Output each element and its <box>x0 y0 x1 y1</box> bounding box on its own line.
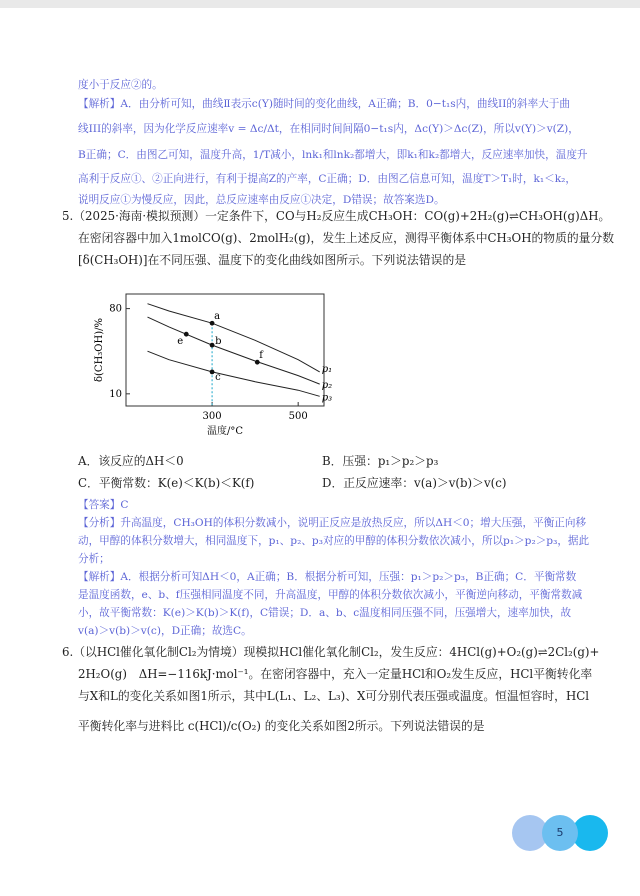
x-tick-label: 300 <box>202 411 222 422</box>
prev-cont: 度小于反应②的。 <box>78 79 163 91</box>
series-label: p₁ <box>321 363 333 375</box>
y-tick-label: 80 <box>109 303 122 315</box>
q5-analysis-line: 【解析】A．根据分析可知ΔH＜0，A正确；B．根据分析可知，压强：p₁＞p₂＞p₃，B正确；C．平衡常数 <box>78 571 577 583</box>
top-edge <box>0 0 640 8</box>
page-number-badge <box>512 815 608 851</box>
q5-stem-line: 5.（2025·海南·模拟预测）一定条件下，CO与H₂反应生成CH₃OH：CO(g)+2H₂(g)⇌CH₃OH(g)ΔH。 <box>62 209 611 223</box>
q5-option-b[interactable]: B．压强：p₁＞p₂＞p₃ <box>322 454 439 468</box>
series-line <box>148 304 320 372</box>
prev-analysis-line: 说明反应①为慢反应，因此，总反应速率由反应①决定，D错误；故答案选D。 <box>78 194 445 206</box>
q6-stem-line: 与X和L的变化关系如图1所示，其中L(L₁、L₂、L₃)、X可分别代表压强或温度。恒温恒容时，HCl <box>78 689 590 703</box>
x-tick-label: 500 <box>288 411 308 422</box>
q5-analysis-line: v(a)＞v(b)＞v(c)，D正确；故选C。 <box>78 625 252 637</box>
series-label: p₂ <box>321 380 333 392</box>
point-label: e <box>177 336 184 348</box>
y-axis-label: δ(CH₃OH)/% <box>94 318 105 382</box>
prev-analysis-line: B正确；C．由图乙可知，温度升高，1/T减小，lnk₁和lnk₂都增大，即k₁和k₂都增大，反应速率加快，温度升 <box>78 149 588 161</box>
prev-analysis-line: 高利于反应①、②正向进行，有利于提高Z的产率，C正确；D．由图乙信息可知，温度T＞T₁时，k₁＜k₂， <box>78 173 577 185</box>
q5-answer: 【答案】C <box>78 499 129 511</box>
prev-analysis-line: 【解析】A．由分析可知，曲线Ⅱ表示c(Y)随时间的变化曲线，A正确；B．0−t₁s内，曲线II的斜率大于曲 <box>78 98 570 110</box>
point-label: a <box>214 311 221 323</box>
q5-stem-line: [δ(CH₃OH)]在不同压强、温度下的变化曲线如图所示。下列说法错误的是 <box>78 253 467 267</box>
series-label: p₃ <box>321 392 333 404</box>
point-label: c <box>215 371 221 383</box>
q6-stem-line: 6.（以HCl催化氧化制Cl₂为情境）现模拟HCl催化氧化制Cl₂，发生反应：4HCl(g)+O₂(g)⇌2Cl₂(g)+ <box>62 645 600 659</box>
x-axis-label: 温度/°C <box>206 426 244 437</box>
q5-analysis-line: 分析； <box>78 553 110 565</box>
q5-stem-line: 在密闭容器中加入1molCO(g)、2molH₂(g)，发生上述反应，测得平衡体系中CH₃OH的物质的量分数 <box>78 231 615 245</box>
chart-svg <box>88 286 338 446</box>
q5-option-a[interactable]: A．该反应的ΔH＜0 <box>78 454 184 468</box>
data-point <box>210 343 215 348</box>
page-number: 5 <box>556 826 564 839</box>
series-line <box>148 317 320 384</box>
data-point <box>184 332 189 337</box>
point-label: f <box>259 350 263 362</box>
q5-analysis-line: 【分析】升高温度，CH₃OH的体积分数减小，说明正反应是放热反应，所以ΔH＜0；增大压强，平衡正向移 <box>78 517 587 529</box>
q6-stem-line: 平衡转化率与进料比 c(HCl)/c(O₂) 的变化关系如图2所示。下列说法错误的是 <box>78 719 485 733</box>
q5-chart <box>88 286 338 446</box>
q6-stem-line: 2H₂O(g) ΔH=−116kJ·mol⁻¹。在密闭容器中，充入一定量HCl和O₂发生反应，HCl平衡转化率 <box>78 667 593 681</box>
q5-analysis-line: 是温度函数，e、b、f压强相同温度不同，升高温度，甲醇的体积分数依次减小，平衡逆向移动，平衡常数减 <box>78 589 583 601</box>
q5-analysis-line: 小，故平衡常数：K(e)＞K(b)＞K(f)，C错误；D．a、b、c温度相同压强不同，压强增大，速率加快，故 <box>78 607 572 619</box>
prev-analysis-line: 线III的斜率，因为化学反应速率v = Δc/Δt，在相同时间间隔0−t₁s内，Δc(Y)＞Δc(Z)，所以v(Y)＞v(Z)， <box>78 123 579 135</box>
q5-option-d[interactable]: D．正反应速率：v(a)＞v(b)＞v(c) <box>322 476 507 490</box>
data-point <box>210 370 215 375</box>
y-tick-label: 10 <box>109 388 122 400</box>
point-label: b <box>215 336 222 348</box>
q5-option-c[interactable]: C．平衡常数：K(e)＜K(b)＜K(f) <box>78 476 255 490</box>
q5-analysis-line: 动，甲醇的体积分数增大，相同温度下，p₁、p₂、p₃对应的甲醇的体积分数依次减小，所以p₁＞p₂＞p₃，据此 <box>78 535 590 547</box>
